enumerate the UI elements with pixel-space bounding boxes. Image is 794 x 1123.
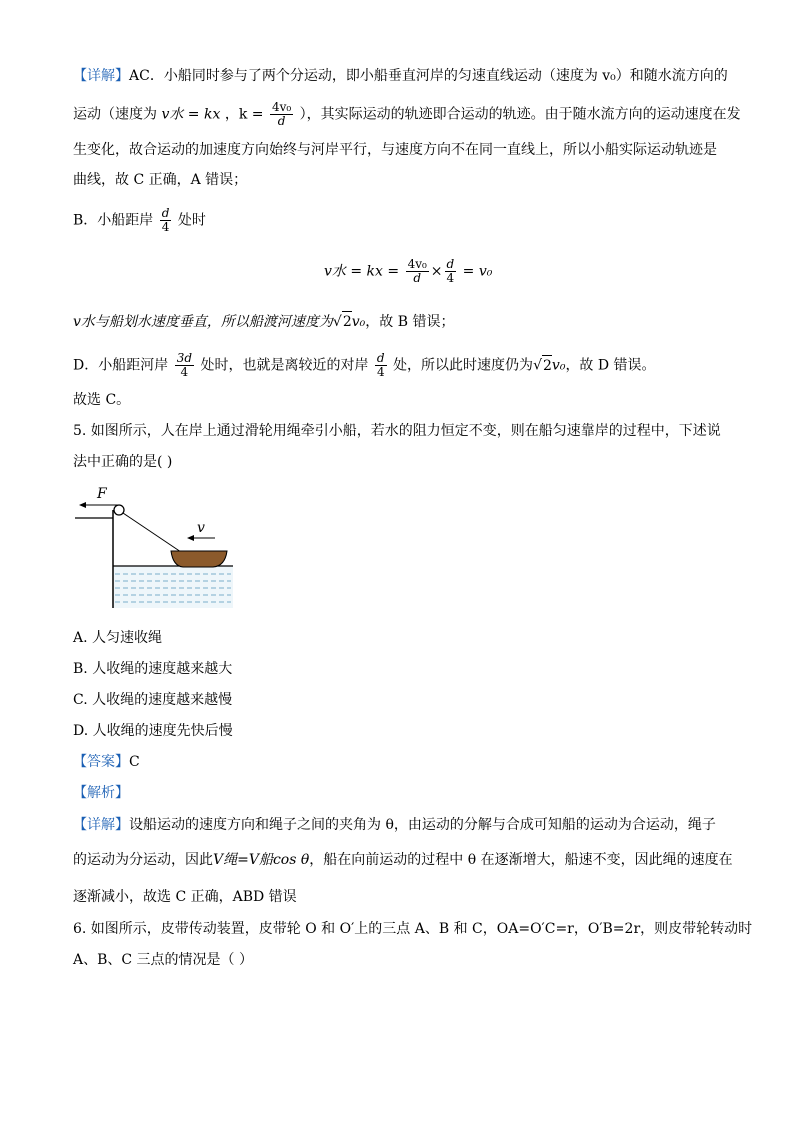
q5-option-d: D. 人收绳的速度先快后慢 [73, 723, 233, 739]
q4-detail-line-3: 生变化，故合运动的加速度方向始终与河岸平行，与速度方向不在同一直线上，所以小船实际运动轨迹是 [73, 142, 717, 158]
q4-detail-line-1: 【详解】AC．小船同时参与了两个分运动，即小船垂直河岸的匀速直线运动（速度为 v₀）和随水流方向的 [73, 68, 728, 84]
eq-fraction-1: $\frac{\text{4v₀}}{d}$ [407, 257, 427, 285]
q5-stem-line-1: 5. 如图所示，人在岸上通过滑轮用绳牵引小船，若水的阻力恒定不变，则在船匀速靠岸的过程中，下述说 [73, 423, 721, 439]
boat-pulley-figure [73, 484, 243, 618]
q5-analysis-tag: 【解析】 [73, 785, 129, 801]
q4-detail-line-5: B．小船距岸 $\frac{d}{4}$ 处时 [73, 206, 206, 234]
q4-equation: v水 = kx = $\frac{\text{4v₀}}{d}$ × $\frac{d}{4}$ = v₀ [324, 257, 493, 285]
q4-detail-line-2: 运动（速度为 v水 = kx ，k = $\frac{\text{4v₀}}{d}$ ），其实际运动的轨迹即合运动的轨迹。由于随水流方向的运动速度在发 [73, 100, 741, 128]
q4-conclusion: 故选 C。 [73, 392, 131, 408]
fraction-3d-over-4: $\frac{3d}{4}$ [176, 351, 193, 379]
detail-tag: 【详解】 [73, 68, 129, 84]
q4-detail-line-7: D．小船距河岸 $\frac{3d}{4}$ 处时，也就是离较近的对岸 $\frac{d}{4}$ 处，所以此时速度仍为√2v₀，故 D 错误。 [73, 351, 656, 379]
eq-fraction-2: $\frac{d}{4}$ [446, 257, 455, 285]
q5-detail-line-2: 的运动为分运动，因此V绳=V船cos θ，船在向前运动的过程中 θ 在逐渐增大，船速不变，因此绳的速度在 [73, 852, 733, 868]
fraction-d-over-4-b: $\frac{d}{4}$ [376, 351, 385, 379]
q5-stem-line-2: 法中正确的是( ) [73, 454, 173, 470]
q5-answer: 【答案】C [73, 754, 140, 770]
q5-detail-line-3: 逐渐减小，故选 C 正确，ABD 错误 [73, 889, 297, 905]
q6-stem-line-2: A、B、C 三点的情况是（ ） [73, 952, 254, 968]
q5-detail-line-1: 【详解】设船运动的速度方向和绳子之间的夹角为 θ，由运动的分解与合成可知船的运动为合运动，绳子 [73, 817, 716, 833]
q6-stem-line-1: 6. 如图所示，皮带传动装置，皮带轮 O 和 O′上的三点 A、B 和 C，OA=O′C=r，O′B=2r，则皮带轮转动时 [73, 921, 753, 937]
boat-icon [171, 551, 227, 567]
q5-option-c: C. 人收绳的速度越来越慢 [73, 692, 233, 708]
q4-detail-line-4: 曲线，故 C 正确，A 错误； [73, 172, 248, 188]
force-label: F [97, 486, 107, 502]
pulley-icon [114, 505, 124, 515]
velocity-label: v [197, 520, 205, 536]
q5-option-b: B. 人收绳的速度越来越大 [73, 661, 233, 677]
fraction-d-over-4: $\frac{d}{4}$ [161, 206, 170, 234]
q4-detail-line-6: v水与船划水速度垂直，所以船渡河速度为√2v₀，故 B 错误； [73, 311, 455, 332]
fraction-k: $\frac{\text{4v₀}}{d}$ [271, 100, 292, 128]
q5-option-a: A. 人匀速收绳 [73, 630, 163, 646]
